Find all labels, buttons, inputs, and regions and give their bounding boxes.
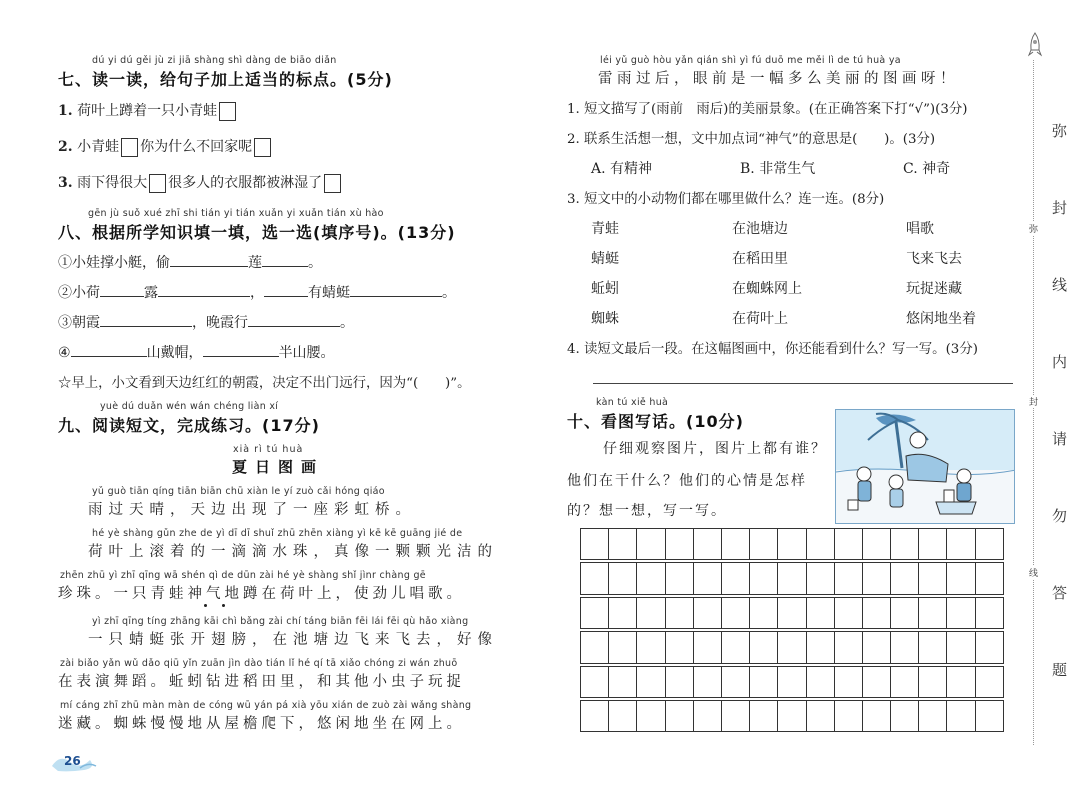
grid-row <box>581 529 1004 560</box>
s8-title: 八、根据所学知识填一填，选一选(填序号)。(13分) <box>58 223 456 242</box>
article-pinyin-1: yǔ guò tiān qíng tiān biān chū xiàn le yí zuò cǎi hóng qiáo <box>92 486 385 497</box>
match-animal[interactable]: 蜻蜓 <box>591 251 619 267</box>
article-pinyin-6: mí cáng zhī zhū màn màn de cóng wū yán pá xià yōu xián de zuò zài wǎng shàng <box>60 700 472 711</box>
fill-blank[interactable] <box>264 283 308 297</box>
seal-char: 弥 <box>1052 122 1068 140</box>
question-2: 2. 联系生活想一想，文中加点词“神气”的意思是( )。(3分) <box>567 132 936 147</box>
top-line: 雷雨过后，眼前是一幅多么美丽的图画呀！ <box>598 71 959 87</box>
emphasis-dot <box>204 604 207 607</box>
match-animal[interactable]: 蚯蚓 <box>591 281 619 297</box>
match-place[interactable]: 在稻田里 <box>732 251 788 267</box>
s8-line-4: ④ 山戴帽， 半山腰。 <box>58 345 335 361</box>
article-title: 夏日图画 <box>232 458 325 476</box>
s7-pinyin: dú yi dú gěi jù zi jiā shàng shì dàng de biāo diǎn <box>92 55 337 66</box>
punct-box[interactable] <box>121 138 138 157</box>
s10-prompt-3: 的？想一想，写一写。 <box>567 503 727 519</box>
writing-grid[interactable] <box>580 528 1004 732</box>
seal-small-char: 弥 <box>1029 222 1038 235</box>
fill-blank[interactable] <box>262 253 308 267</box>
seal-char: 勿 <box>1052 507 1068 525</box>
article-line-4: 一只蜻蜓张开翅膀，在池塘边飞来飞去，好像 <box>88 632 498 648</box>
seal-char: 题 <box>1052 661 1068 679</box>
s8-line-1: ①小娃撑小艇，偷 莲 。 <box>58 255 322 271</box>
match-animal[interactable]: 青蛙 <box>591 221 619 237</box>
s9-title: 九、阅读短文，完成练习。(17分) <box>58 416 320 435</box>
article-pinyin-4: yì zhī qīng tíng zhāng kāi chì bǎng zài chí táng biān fēi lái fēi qù hǎo xiàng <box>92 616 469 627</box>
grid-row <box>581 666 1004 697</box>
fill-blank[interactable] <box>248 313 340 327</box>
question-3: 3. 短文中的小动物们都在哪里做什么？连一连。(8分) <box>567 192 885 207</box>
match-animal[interactable]: 蜘蛛 <box>591 311 619 327</box>
rocket-icon <box>1028 32 1042 62</box>
grid-row <box>581 563 1004 594</box>
top-pinyin: léi yǔ guò hòu yǎn qián shì yì fú duō me měi lì de tú huà ya <box>600 55 901 66</box>
seal-char: 请 <box>1052 430 1068 448</box>
article-line-5: 在表演舞蹈。蚯蚓钻进稻田里，和其他小虫子玩捉 <box>58 674 465 690</box>
question-1: 1. 短文描写了(雨前 雨后)的美丽景象。(在正确答案下打“√”)(3分) <box>567 102 968 117</box>
seal-small-char: 线 <box>1029 566 1038 579</box>
fill-blank[interactable] <box>170 253 248 267</box>
article-pinyin-2: hé yè shàng gǔn zhe de yì dī dī shuǐ zhū zhēn xiàng yì kē kē guāng jié de <box>92 528 463 539</box>
s8-star-question: ☆早上，小文看到天边红红的朝霞，决定不出门远行，因为“( )”。 <box>58 376 471 391</box>
article-title-pinyin: xià rì tú huà <box>233 444 304 455</box>
s10-prompt-2: 他们在干什么？他们的心情是怎样 <box>567 473 807 489</box>
match-place[interactable]: 在蜘蛛网上 <box>732 281 802 297</box>
fill-blank[interactable] <box>350 283 442 297</box>
match-action[interactable]: 悠闲地坐着 <box>906 311 976 327</box>
match-action[interactable]: 玩捉迷藏 <box>906 281 962 297</box>
s8-pinyin: gēn jù suǒ xué zhī shi tián yi tián xuǎn yi xuǎn tián xù hào <box>88 208 384 219</box>
article-line-1: 雨过天晴，天边出现了一座彩虹桥。 <box>88 502 416 518</box>
beach-illustration <box>835 409 1015 524</box>
s8-line-3: ③朝霞 ，晚霞行 。 <box>58 315 354 331</box>
fill-blank[interactable] <box>158 283 250 297</box>
punct-box[interactable] <box>219 102 236 121</box>
match-action[interactable]: 飞来飞去 <box>906 251 962 267</box>
s7-item-3: 3. 雨下得很大 很多人的衣服都被淋湿了 <box>58 172 343 193</box>
fill-blank[interactable] <box>203 343 279 357</box>
punct-box[interactable] <box>254 138 271 157</box>
seal-char: 线 <box>1052 276 1068 294</box>
fill-blank[interactable] <box>100 313 192 327</box>
match-action[interactable]: 唱歌 <box>906 221 934 237</box>
article-pinyin-5: zài biǎo yǎn wǔ dǎo qiū yǐn zuān jìn dào tián lǐ hé qí tā xiǎo chóng zi wán zhuō <box>60 658 458 669</box>
q2-option-c[interactable]: C. 神奇 <box>903 161 951 177</box>
question-4: 4. 读短文最后一段。在这幅图画中，你还能看到什么？写一写。(3分) <box>567 342 978 357</box>
page-number-badge: 26 <box>50 752 98 774</box>
article-line-3: 珍珠。一只青蛙神气地蹲在荷叶上，使劲儿唱歌。 <box>58 586 465 602</box>
match-place[interactable]: 在荷叶上 <box>732 311 788 327</box>
s7-title: 七、读一读，给句子加上适当的标点。(5分) <box>58 70 393 89</box>
grid-row <box>581 632 1004 663</box>
seal-char: 封 <box>1052 199 1068 217</box>
punct-box[interactable] <box>324 174 341 193</box>
grid-row <box>581 597 1004 628</box>
s8-line-2: ②小荷 露 ， 有蜻蜓 。 <box>58 285 456 301</box>
seal-small-char: 封 <box>1029 395 1038 408</box>
article-line-2: 荷叶上滚着的一滴滴水珠，真像一颗颗光洁的 <box>88 544 498 560</box>
s10-pinyin: kàn tú xiě huà <box>596 397 669 408</box>
article-line-6: 迷藏。蜘蛛慢慢地从屋檐爬下，悠闲地坐在网上。 <box>58 716 465 732</box>
emphasis-dot <box>222 604 225 607</box>
seal-char: 答 <box>1052 584 1068 602</box>
seal-char: 内 <box>1052 353 1068 371</box>
s9-pinyin: yuè dú duǎn wén wán chéng liàn xí <box>100 401 279 412</box>
match-place[interactable]: 在池塘边 <box>732 221 788 237</box>
beach-scene-image <box>836 410 1015 524</box>
grid-row <box>581 700 1004 731</box>
article-pinyin-3: zhēn zhū yì zhī qīng wā shén qì de dūn zài hé yè shàng shǐ jìnr chàng gē <box>60 570 426 581</box>
s7-item-2: 2. 小青蛙 你为什么不回家呢 <box>58 136 273 157</box>
q2-option-a[interactable]: A. 有精神 <box>591 161 653 177</box>
fill-blank[interactable] <box>100 283 144 297</box>
answer-line[interactable] <box>593 383 1013 384</box>
fill-blank[interactable] <box>71 343 147 357</box>
s10-prompt-1: 仔细观察图片，图片上都有谁？ <box>603 441 827 457</box>
s7-item-1: 1. 荷叶上蹲着一只小青蛙 <box>58 100 238 121</box>
s10-title: 十、看图写话。(10分) <box>567 412 744 431</box>
q2-option-b[interactable]: B. 非常生气 <box>740 161 816 177</box>
punct-box[interactable] <box>149 174 166 193</box>
